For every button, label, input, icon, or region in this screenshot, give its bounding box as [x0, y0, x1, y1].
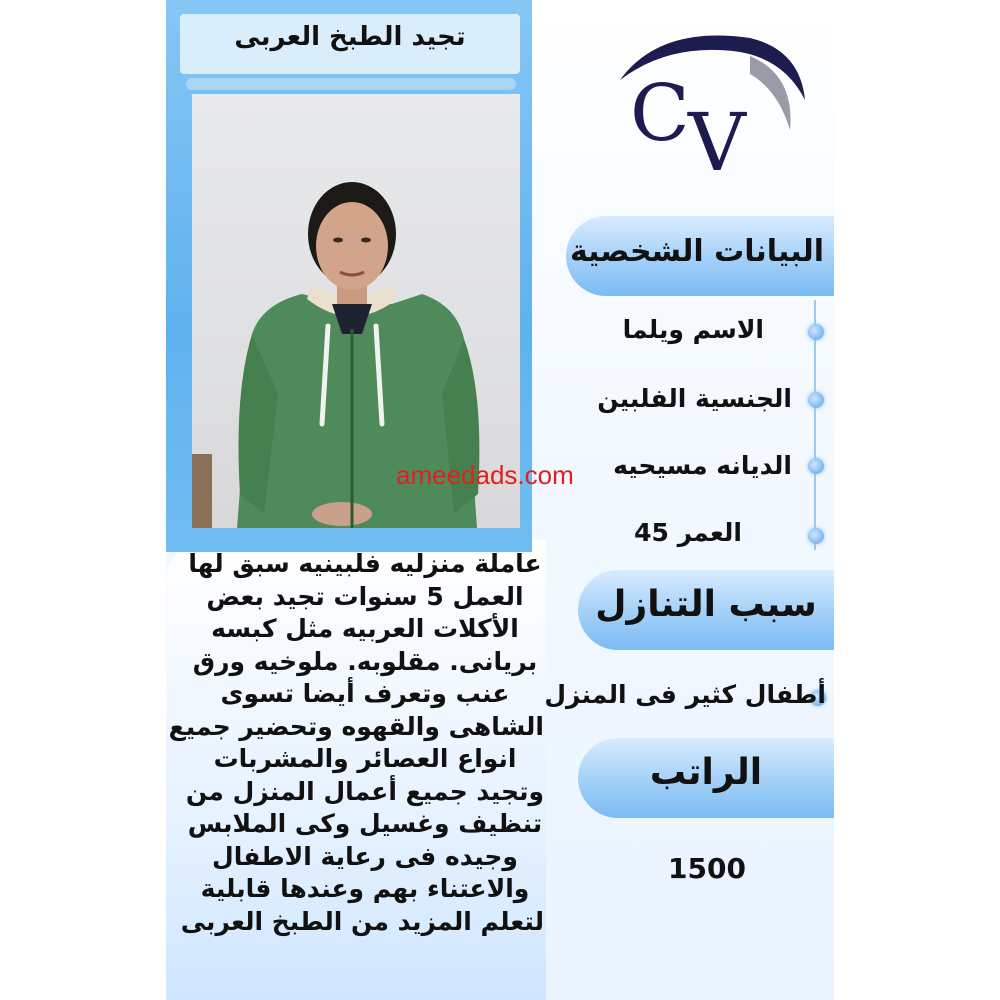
description-line: لتعلم المزيد من الطبخ العربى	[180, 906, 544, 936]
reason-heading: سبب التنازل	[595, 584, 817, 625]
personal-info-heading: البيانات الشخصية	[569, 234, 825, 269]
info-age: العمر 45	[634, 518, 742, 547]
watermark-text: ameedads.com	[396, 460, 574, 490]
description-line: عنب وتعرف أيضا تسوى	[220, 679, 510, 708]
bullet-dot	[808, 324, 824, 340]
description-line: بريانى. مقلوبه. ملوخيه ورق	[192, 646, 538, 676]
salary-heading: الراتب	[649, 752, 763, 793]
info-name: الاسم ويلما	[622, 315, 764, 344]
frame-title: تجيد الطبخ العربى	[234, 22, 466, 52]
bullet-dot	[808, 392, 824, 408]
description-line: الشاهى والقهوه وتحضير جميع	[168, 711, 544, 741]
reason-text: أطفال كثير فى المنزل	[544, 680, 826, 709]
description-line: والاعتناء بهم وعندها قابلية	[200, 874, 530, 903]
salary-value: 1500	[668, 852, 746, 885]
frame-inner-bar	[186, 78, 516, 90]
description-line: وجيده فى رعاية الاطفال	[212, 841, 518, 871]
description-line: تنظيف وغسيل وكى الملابس	[187, 809, 543, 838]
cv-logo	[600, 20, 810, 180]
bullet-dot	[808, 528, 824, 544]
description-line: الأكلات العربيه مثل كبسه	[211, 614, 519, 643]
description-line: العمل 5 سنوات تجيد بعض	[206, 581, 524, 611]
worker-description	[168, 548, 544, 938]
description-line: انواع العصائر والمشربات	[213, 744, 517, 773]
info-nationality: الجنسية الفلبين	[597, 384, 792, 413]
info-religion: الديانه مسيحيه	[613, 451, 792, 480]
logo-letter-v: V	[688, 96, 746, 180]
bullet-dot	[808, 458, 824, 474]
description-line: عاملة منزليه فلبينيه سبق لها	[188, 549, 542, 578]
description-line: وتجيد جميع أعمال المنزل من	[185, 776, 544, 806]
logo-letter-c: C	[630, 69, 690, 159]
